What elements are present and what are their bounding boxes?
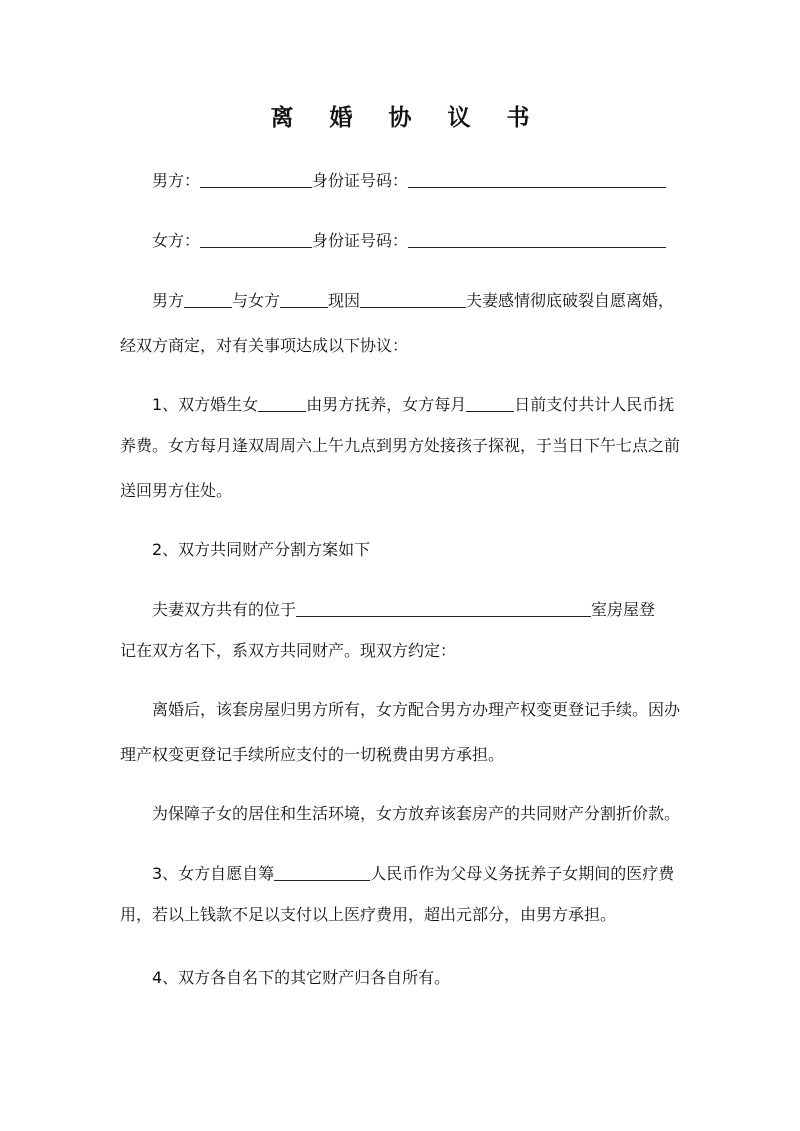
intro-text-reason: 现因 xyxy=(328,291,361,310)
clause-4-line: 4、双方各自名下的其它财产归各自所有。 xyxy=(152,968,451,987)
clause-2-property-line-2: 记在双方名下，系双方共同财产。现双方约定： xyxy=(120,641,457,660)
clause-3-line-1 xyxy=(152,862,674,886)
wife-id-label: 身份证号码： xyxy=(312,231,409,250)
husband-label: 男方： xyxy=(152,171,201,190)
intro-husband-blank xyxy=(184,289,232,308)
document-title: 离 婚 协 议 书 xyxy=(270,105,544,131)
clause-2-property-text-b: 室房屋登 xyxy=(591,600,656,619)
clause-2-property-line-1 xyxy=(152,598,655,622)
clause-3-line-2: 用，若以上钱款不足以支付以上医疗费用，超出元部分，由男方承担。 xyxy=(120,905,617,924)
clause-2-heading: 2、双方共同财产分割方案如下 xyxy=(152,540,371,559)
clause-3-text-a: 3、女方自愿自筹 xyxy=(152,864,275,883)
wife-label: 女方： xyxy=(152,231,201,250)
wife-id-blank xyxy=(408,229,666,248)
clause-1-text-b: 由男方抚养，女方每月 xyxy=(306,395,467,414)
clause-2-waiver-line: 为保障子女的居住和生活环境，女方放弃该套房产的共同财产分割折价款。 xyxy=(152,804,681,823)
husband-id-blank xyxy=(408,169,666,188)
clause-1-text-c: 日前支付共计人民币抚 xyxy=(514,395,675,414)
intro-reason-blank xyxy=(360,289,466,308)
clause-3-amount-blank xyxy=(274,862,370,881)
husband-id-label: 身份证号码： xyxy=(312,171,409,190)
wife-info-line xyxy=(152,229,666,253)
clause-1-line-2: 养费。女方每月逢双周周六上午九点到男方处接孩子探视，于当日下午七点之前 xyxy=(120,436,681,455)
intro-text-breakdown: 夫妻感情彻底破裂自愿离婚， xyxy=(466,291,675,310)
clause-2-address-blank xyxy=(296,598,591,617)
clause-2-property-text-a: 夫妻双方共有的位于 xyxy=(152,600,297,619)
intro-wife-blank xyxy=(280,289,328,308)
clause-1-text-a: 1、双方婚生女 xyxy=(152,395,259,414)
husband-name-blank xyxy=(200,169,312,188)
clause-1-line-1 xyxy=(152,393,674,417)
intro-text-wife: 与女方 xyxy=(232,291,281,310)
intro-text-husband: 男方 xyxy=(152,291,185,310)
clause-3-text-b: 人民币作为父母义务抚养子女期间的医疗费 xyxy=(370,864,675,883)
clause-1-child-blank xyxy=(258,393,306,412)
clause-2-agreement-line-2: 理产权变更登记手续所应支付的一切税费由男方承担。 xyxy=(120,745,505,764)
clause-1-line-3: 送回男方住处。 xyxy=(120,481,233,500)
clause-2-agreement-line-1: 离婚后，该套房屋归男方所有，女方配合男方办理产权变更登记手续。因办 xyxy=(152,700,681,719)
husband-info-line xyxy=(152,169,666,193)
wife-name-blank xyxy=(200,229,312,248)
clause-1-day-blank xyxy=(466,393,514,412)
intro-paragraph-line-1 xyxy=(152,289,674,313)
intro-paragraph-line-2: 经双方商定，对有关事项达成以下协议： xyxy=(120,336,409,355)
